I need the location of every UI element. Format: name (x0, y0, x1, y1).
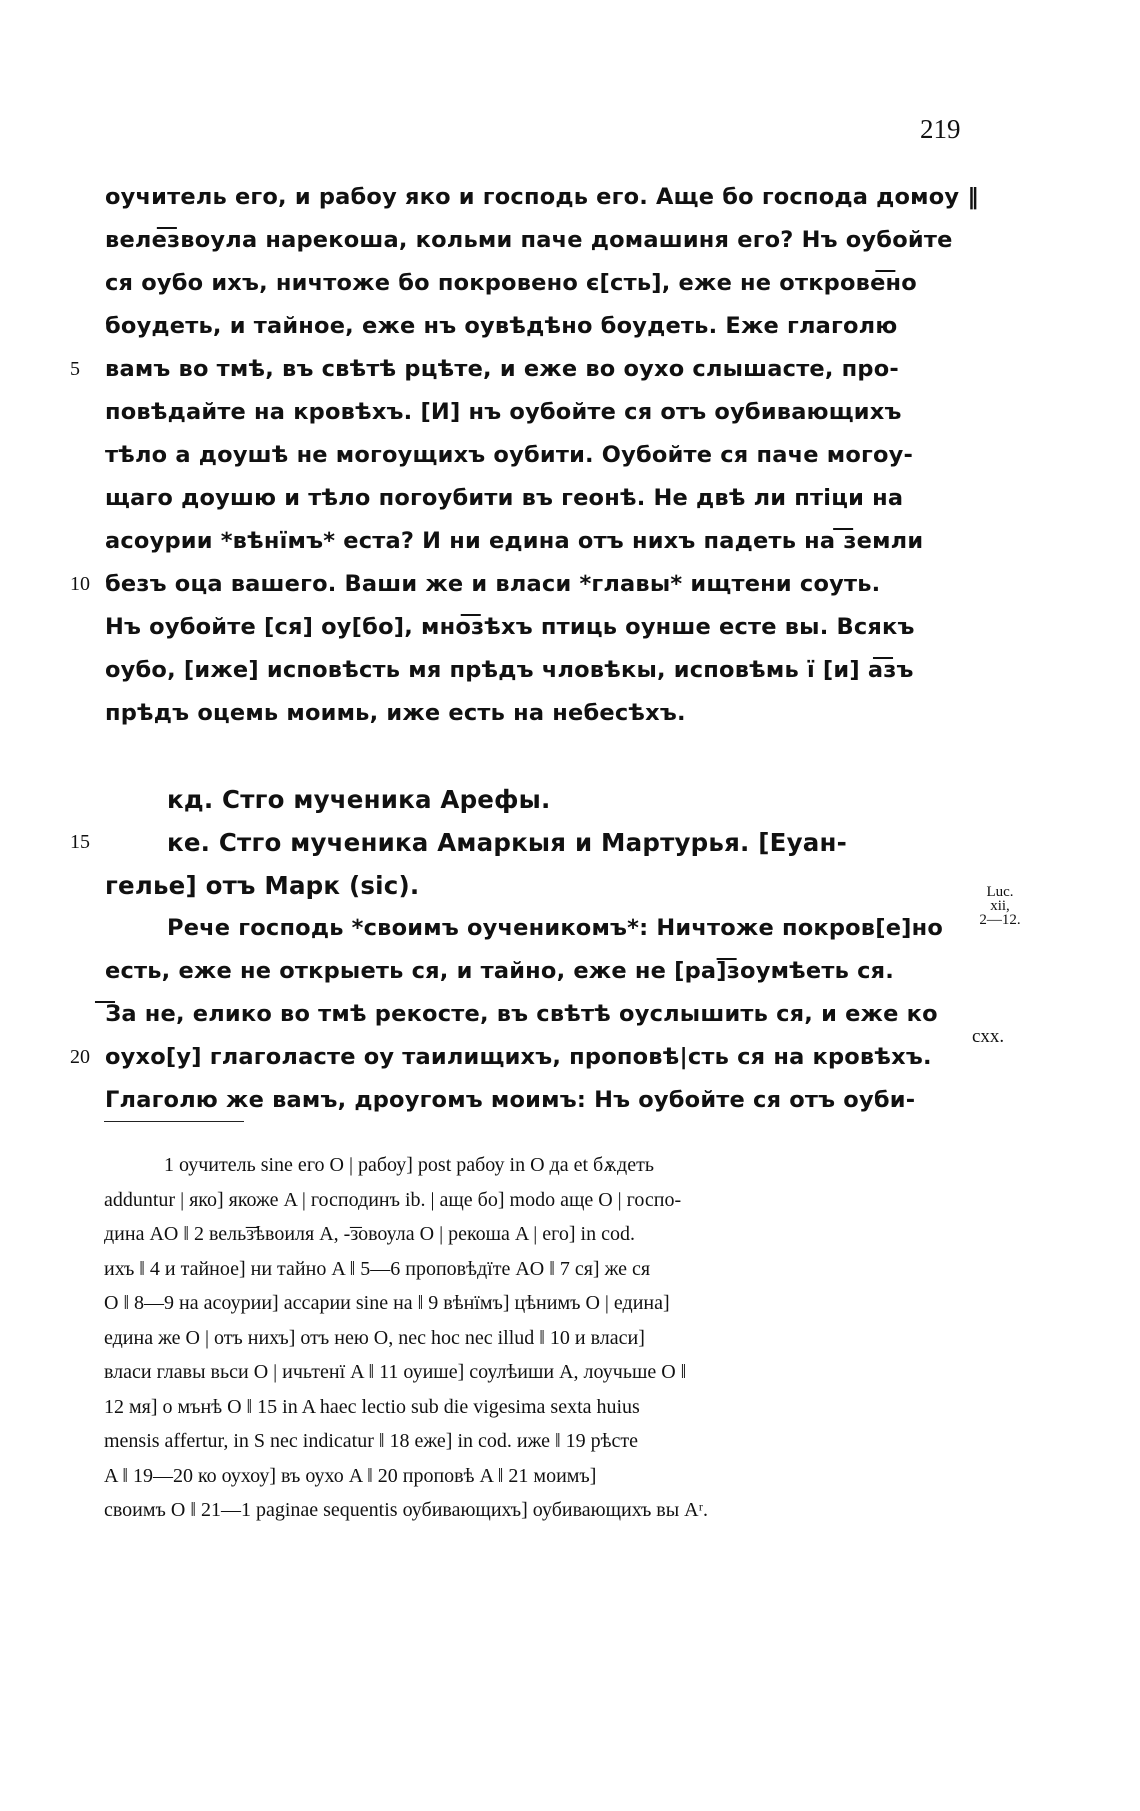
text-line: ͞За не, елико во тмѣ рекосте, въ свѣтѣ оуслышить ся, и еже ко (105, 1001, 938, 1027)
footnote-line: 1 оучитель sine его O | рабоу] post рабоу in O да et бѫдеть (164, 1154, 654, 1176)
footnote-line: своимъ O ‖ 21—1 paginae sequentis оубивающихъ] оубивающихъ вы Aʳ. (104, 1499, 708, 1521)
text-line: веле͞звоула нарекоша, кольми паче домашиня его? Нъ оубойте (105, 227, 953, 253)
footnote-line: власи главы вьси O | ичьтенї A ‖ 11 оуише] соулѣиши A, лоучьше O ‖ (104, 1361, 687, 1383)
page-number: 219 (920, 114, 961, 144)
text-line: повѣдайте на кровѣхъ. [И] нъ оубойте ся отъ оубивающихъ (105, 399, 902, 425)
footnote-line: дина AO ‖ 2 вель͞зѣвоиля A, -͞зовоула O | рекоша A | его] in cod. (104, 1223, 635, 1245)
text-line: есть, еже не открыеть ся, и тайно, еже не [ра]͞зоумѣеть ся. (105, 958, 895, 984)
footnote-line: mensis affertur, in S nec indicatur ‖ 18 еже] in cod. иже ‖ 19 рѣсте (104, 1430, 638, 1452)
footnote-line: 12 мя] о мънѣ O ‖ 15 in A haec lectio sub die vigesima sexta huius (104, 1395, 640, 1418)
margin-ref-chapter: xii, (990, 898, 1010, 914)
line-number: 5 (70, 358, 80, 380)
text-line: Глаголю же вамъ, дроугомъ моимъ: Нъ оубойте ся отъ оуби- (105, 1087, 916, 1113)
text-line: гелье] отъ Марк (sic). (105, 871, 420, 900)
line-number: 15 (70, 831, 90, 853)
margin-ref-verses: 2—12. (979, 912, 1021, 928)
footnote-line: ихъ ‖ 4 и тайное] ни тайно A ‖ 5—6 проповѣдїте AO ‖ 7 ся] же ся (104, 1257, 651, 1280)
footnote-line: O ‖ 8—9 на асоурии] ассарии sine на ‖ 9 вѣнїмъ] цѣнимъ O | едина] (104, 1292, 670, 1314)
line-number: 10 (70, 573, 90, 595)
footnotes (104, 1148, 964, 1528)
text-line: боудеть, и тайное, еже нъ оувѣдѣно боудеть. Еже глаголю (105, 313, 898, 339)
text-line: тѣло а доушѣ не могоущихъ оубити. Оубойте ся паче могоу- (105, 442, 914, 468)
text-line: асоурии *вѣнїмъ* еста? И ни едина отъ нихъ падеть на ͞земли (105, 528, 924, 554)
line-number: 20 (70, 1046, 90, 1068)
footnote-line: едина же O | отъ нихъ] отъ нею O, nec hoc nec illud ‖ 10 и власи] (104, 1326, 645, 1349)
text-line: Нъ оубойте [ся] оу[бо], мно͞зѣхъ птиць оунше есте вы. Всякъ (105, 614, 915, 640)
margin-ref-book: Luc. (986, 884, 1014, 900)
footnote-line: A ‖ 19—20 ко оухоу] въ оухо A ‖ 20 проповѣ A ‖ 21 моимъ] (104, 1464, 597, 1487)
footnote-rule (104, 1121, 244, 1122)
text-line: кд. Стго мученика Арефы. (167, 785, 551, 814)
text-line: Рече господь *своимъ оученикомъ*: Ничтоже покров[е]но (167, 915, 944, 941)
margin-reference (970, 885, 1030, 927)
text-line: вамъ во тмѣ, въ свѣтѣ рцѣте, и еже во оухо слышасте, про- (105, 356, 899, 382)
main-text (105, 176, 979, 1122)
text-line: оубо, [иже] исповѣсть мя прѣдъ чловѣкы, исповѣмь ї [и] а͞зъ (105, 657, 914, 683)
text-line: щаго доушю и тѣло погоубити въ геонѣ. Не двѣ ли птіци на (105, 485, 904, 511)
margin-section-mark: cxx. (972, 1026, 1005, 1047)
text-line: ке. Стго мученика Амаркыя и Мартурья. [Еуан- (167, 828, 847, 857)
text-line: безъ оца вашего. Ваши же и власи *главы* ищтени соуть. (105, 571, 881, 597)
text-line: оучитель его, и рабоу яко и господь его. Аще бо господа домоу ‖ (105, 184, 979, 210)
footnote-line: adduntur | яко] якоже A | господинъ ib. | аще бо] modo аще O | госпо- (104, 1188, 682, 1211)
text-line: ся оубо ихъ, ничтоже бо покровено є[сть], еже не открове͞но (105, 270, 917, 296)
text-line (105, 735, 965, 778)
text-line: оухо[у] глаголасте оу таилищихъ, проповѣ|сть ся на кровѣхъ. (105, 1044, 932, 1070)
text-line: прѣдъ оцемь моимь, иже есть на небесѣхъ. (105, 700, 686, 726)
